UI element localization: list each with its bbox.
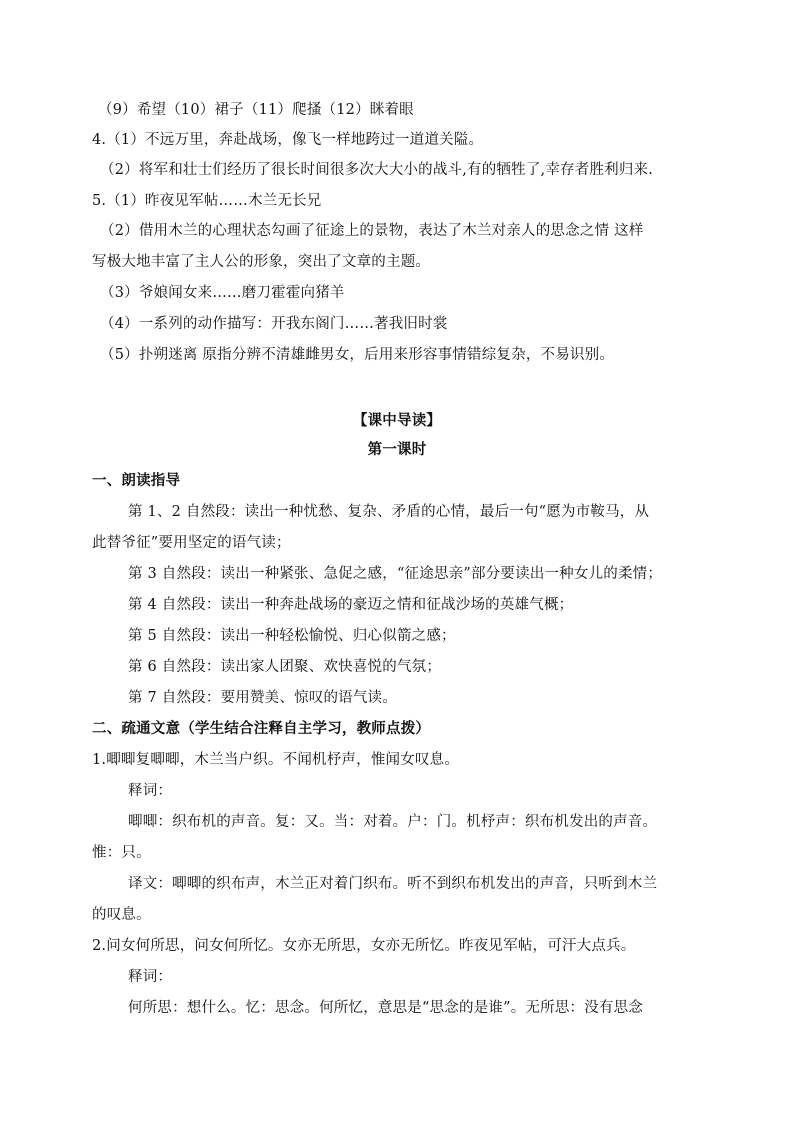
answer-5-3: （3）爷娘闻女来……磨刀霍霍向猪羊 <box>100 285 345 301</box>
section-title: 【课中导读】 <box>352 412 442 429</box>
answer-5-2-cont: 写极大地丰富了主人公的形象，突出了文章的主题。 <box>92 254 431 270</box>
answer-5-2: （2）借用木兰的心理状态勾画了征途上的景物，表达了木兰对亲人的思念之情 这样 <box>100 223 644 239</box>
sentence-1-translation-cont: 的叹息。 <box>92 907 151 923</box>
answer-5-5: （5）扑朔迷离 原指分辨不清雄雌男女，后用来形容事情错综复杂，不易识别。 <box>100 347 615 363</box>
reading-guide-p1: 第 1、2 自然段：读出一种忧愁、复杂、矛盾的心情，最后一句“愿为市鞍马，从 <box>128 504 650 520</box>
answer-line-9-12: （9）希望（10）裙子（11）爬搔（12）眯着眼 <box>98 102 414 118</box>
section-subtitle: 第一课时 <box>367 441 427 458</box>
sentence-1-translation: 译文：唧唧的织布声，木兰正对着门织布。听不到织布机发出的声音，只听到木兰 <box>128 876 658 892</box>
sentence-1-label: 释词： <box>128 783 173 799</box>
answer-4-1: 4.（1）不远万里，奔赴战场，像飞一样地跨过一道道关隘。 <box>92 132 484 148</box>
answer-5-4: （4）一系列的动作描写：开我东阁门……著我旧时裳 <box>100 316 448 332</box>
reading-guide-p6: 第 6 自然段：读出家人团聚、欢快喜悦的气氛； <box>128 659 442 675</box>
answer-4-2: （2）将军和壮士们经历了很长时间很多次大大小的战斗,有的牺牲了,幸存者胜利归来. <box>100 162 654 178</box>
sentence-2-label: 释词： <box>128 969 173 985</box>
part1-heading: 一、朗读指导 <box>92 472 181 489</box>
reading-guide-p3: 第 3 自然段：读出一种紧张、急促之感，“征途思亲”部分要读出一种女儿的柔情； <box>128 566 663 582</box>
reading-guide-p7: 第 7 自然段：要用赞美、惊叹的语气读。 <box>128 690 397 706</box>
reading-guide-p4: 第 4 自然段：读出一种奔赴战场的豪迈之情和征战沙场的英雄气概； <box>128 597 574 613</box>
answer-5-1: 5.（1）昨夜见军帖……木兰无长兄 <box>92 193 322 209</box>
sentence-1: 1.唧唧复唧唧，木兰当户织。不闻机杼声，惟闻女叹息。 <box>92 752 460 768</box>
reading-guide-p5: 第 5 自然段：读出一种轻松愉悦、归心似箭之感； <box>128 628 456 644</box>
reading-guide-p1-cont: 此替爷征”要用坚定的语气读； <box>92 535 291 551</box>
sentence-2-definitions: 何所思：想什么。忆：思念。何所忆，意思是“思念的是谁”。无所思：没有思念 <box>128 1000 644 1016</box>
sentence-1-definitions-cont: 惟：只。 <box>92 845 151 861</box>
sentence-1-definitions: 唧唧：织布机的声音。复：又。当：对着。户：门。机杼声：织布机发出的声音。 <box>128 814 658 830</box>
part2-heading: 二、疏通文意（学生结合注释自主学习，教师点拨） <box>92 720 431 737</box>
sentence-2: 2.问女何所思，问女何所忆。女亦无所思，女亦无所忆。昨夜见军帖，可汗大点兵。 <box>92 938 636 954</box>
